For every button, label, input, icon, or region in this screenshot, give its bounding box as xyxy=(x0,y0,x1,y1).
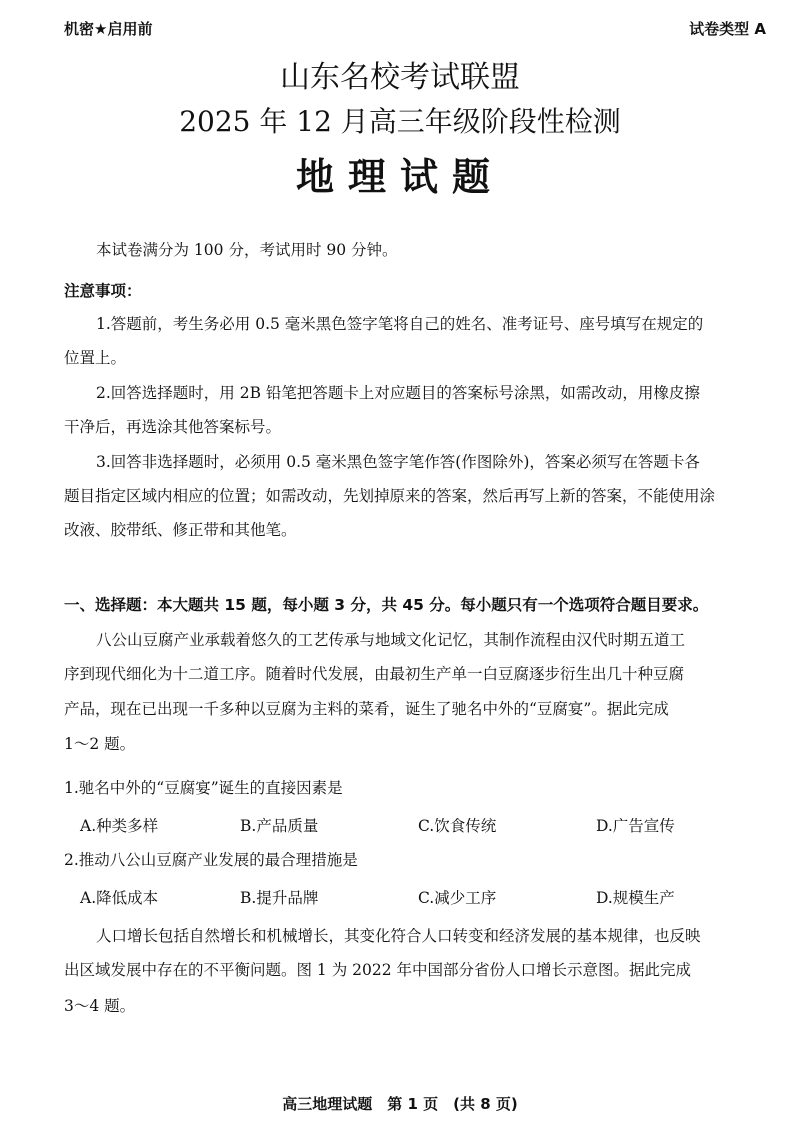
note-3-line-3: 改液、胶带纸、修正带和其他笔。 xyxy=(64,521,297,539)
exam-union-title: 山东名校考试联盟 xyxy=(280,60,520,95)
note-2-line-1: 2.回答选择题时，用 2B 铅笔把答题卡上对应题目的答案标号涂黑，如需改动，用橡皮擦 xyxy=(96,384,700,402)
passage-2-line-3: 3～4 题。 xyxy=(64,997,136,1015)
note-2-line-2: 干净后，再选涂其他答案标号。 xyxy=(64,418,282,436)
passage-1-line-1: 八公山豆腐产业承载着悠久的工艺传承与地域文化记忆，其制作流程由汉代时期五道工 xyxy=(96,631,686,649)
passage-2-line-1: 人口增长包括自然增长和机械增长，其变化符合人口转变和经济发展的基本规律，也反映 xyxy=(96,927,701,945)
intro-text: 本试卷满分为 100 分，考试用时 90 分钟。 xyxy=(96,241,398,259)
question-1-option-d: D.广告宣传 xyxy=(596,817,675,835)
notes-heading: 注意事项： xyxy=(64,282,142,300)
section-1-heading: 一、选择题：本大题共 15 题，每小题 3 分，共 45 分。每小题只有一个选项符合题目要求。 xyxy=(64,596,709,614)
question-1-option-c: C.饮食传统 xyxy=(418,817,497,835)
passage-1-line-4: 1～2 题。 xyxy=(64,735,136,753)
question-1-option-a: A.种类多样 xyxy=(80,817,159,835)
question-1-option-b: B.产品质量 xyxy=(240,817,319,835)
question-2-option-d: D.规模生产 xyxy=(596,889,675,907)
question-2-stem: 2.推动八公山豆腐产业发展的最合理措施是 xyxy=(64,851,358,869)
note-1-line-2: 位置上。 xyxy=(64,349,127,367)
paper-type-label: 试卷类型 A xyxy=(689,20,766,38)
question-2-option-c: C.减少工序 xyxy=(418,889,497,907)
note-3-line-2: 题目指定区域内相应的位置；如需改动，先划掉原来的答案，然后再写上新的答案，不能使用涂 xyxy=(64,487,716,505)
exam-session-title: 2025 年 12 月高三年级阶段性检测 xyxy=(179,105,621,138)
question-2-option-a: A.降低成本 xyxy=(80,889,159,907)
subject-title: 地理试题 xyxy=(295,155,504,199)
confidential-label: 机密★启用前 xyxy=(64,20,153,38)
page-footer: 高三地理试题 第 1 页 (共 8 页) xyxy=(282,1095,518,1113)
passage-2-line-2: 出区域发展中存在的不平衡问题。图 1 为 2022 年中国部分省份人口增长示意图。据此完成 xyxy=(64,961,692,979)
passage-1-line-3: 产品，现在已出现一千多种以豆腐为主料的菜肴，诞生了驰名中外的“豆腐宴”。据此完成 xyxy=(64,700,669,718)
passage-1-line-2: 序到现代细化为十二道工序。随着时代发展，由最初生产单一白豆腐逐步衍生出几十种豆腐 xyxy=(64,665,685,683)
note-3-line-1: 3.回答非选择题时，必须用 0.5 毫米黑色签字笔作答(作图除外)，答案必须写在答题卡各 xyxy=(96,453,700,471)
question-2-option-b: B.提升品牌 xyxy=(240,889,319,907)
question-1-stem: 1.驰名中外的“豆腐宴”诞生的直接因素是 xyxy=(64,779,343,797)
note-1-line-1: 1.答题前，考生务必用 0.5 毫米黑色签字笔将自己的姓名、准考证号、座号填写在规定的 xyxy=(96,315,704,333)
